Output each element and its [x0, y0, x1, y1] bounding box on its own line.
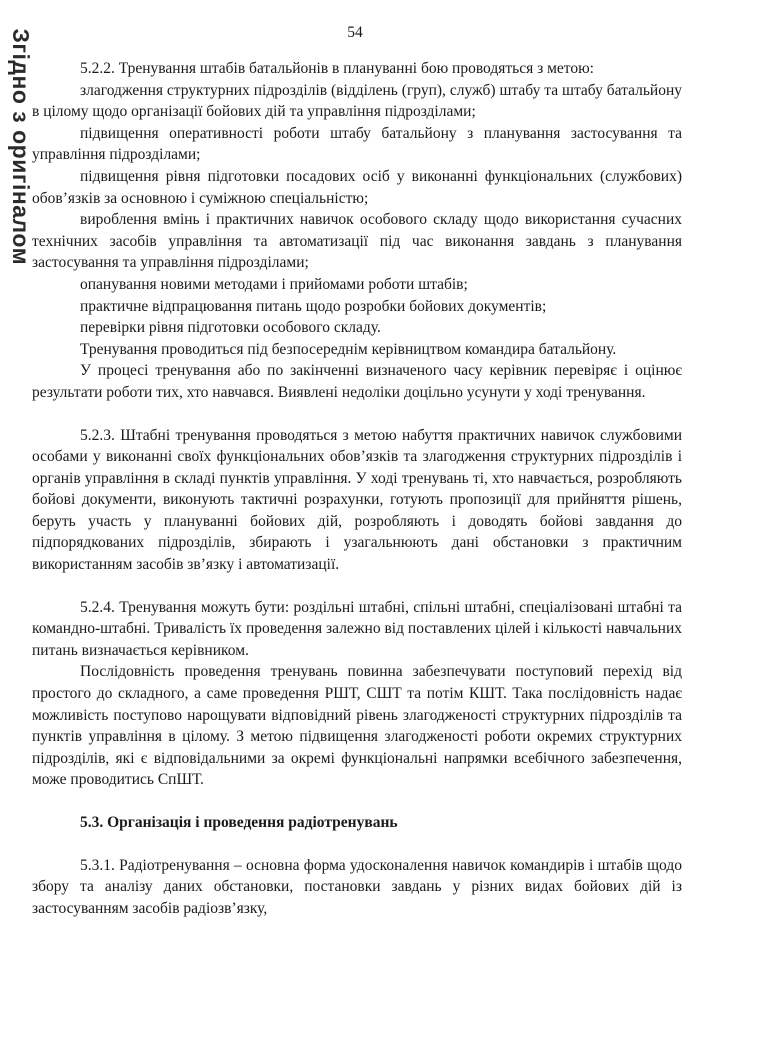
section-523-text: 5.2.3. Штабні тренування проводяться з метою набуття практичних навичок службовими особами у виконанні своїх функціональних обов’язків та злагодження структурних підрозділів і органів управління в складі пунктів управління. У ході тренувань ті, хто навчається, розробляють бойові документи, виконують тактичні розрахунки, готують пропозиції для прийняття рішень, беруть участь у плануванні бойових дій, розробляють і доводять бойові завдання до підпорядкованих підрозділів, збирають і узагальнюють дані обстановки з практичним використанням засобів зв’язку і автоматизації.: [32, 426, 682, 574]
section-522-leadership: Тренування проводиться під безпосереднім керівництвом командира батальйону.: [80, 340, 617, 358]
list-item: перевірки рівня підготовки особового складу.: [80, 319, 381, 337]
paragraph-gap: [32, 576, 682, 597]
section-522-process: У процесі тренування або по закінченні визначеного часу керівник перевіряє і оцінює результати роботи тих, хто навчався. Виявлені недоліки доцільно усунути у ході тренування.: [32, 362, 682, 401]
section-53-heading: 5.3. Організація і проведення радіотренувань: [80, 814, 398, 831]
page-number: 54: [347, 24, 363, 41]
section-524-text: 5.2.4. Тренування можуть бути: роздільні штабні, спільні штабні, спеціалізовані штабні та командно-штабні. Тривалість їх проведення залежно від поставлених цілей і кількості навчальних питань визначається керівником.: [32, 598, 682, 659]
paragraph-gap: [32, 404, 682, 425]
list-item: опанування новими методами і прийомами роботи штабів;: [80, 275, 468, 293]
section-524-sequence: Послідовність проведення тренувань повинна забезпечувати поступовий перехід від простого до складного, а саме проведення РШТ, СШТ та потім КШТ. Така послідовність надає можливість поступово нарощувати відповідний рівень злагодженості структурних підрозділів та пунктів управління в цілому. З метою підвищення злагодженості роботи окремих структурних підрозділів, які є відповідальними за окремі функціональні напрямки всебічного забезпечення, може проводитись СпШТ.: [32, 663, 682, 789]
paragraph-gap: [32, 791, 682, 812]
section-531-text: 5.3.1. Радіотренування – основна форма удосконалення навичок командирів і штабів щодо збору та аналізу даних обстановки, постановки завдань у різних видах бойових дій із застосуванням засобів радіозв’язку,: [32, 856, 682, 917]
list-item: злагодження структурних підрозділів (відділень (груп), служб) штабу та штабу батальйону в цілому щодо організації бойових дій та управління підрозділами;: [32, 81, 682, 121]
list-item: вироблення вмінь і практичних навичок особового складу щодо використання сучасних технічних засобів управління та автоматизації під час виконання завдань з планування застосування та управління підрозділами;: [32, 211, 682, 272]
document-body: [32, 58, 682, 919]
list-item: практичне відпрацювання питань щодо розробки бойових документів;: [80, 297, 547, 315]
stamp-text: Згідно з оригіналом: [7, 28, 34, 266]
paragraph-gap: [32, 834, 682, 855]
list-item: підвищення оперативності роботи штабу батальйону з планування застосування та управління підрозділами;: [32, 124, 682, 164]
list-item: підвищення рівня підготовки посадових осіб у виконанні функціональних (службових) обов’язків за основною і суміжною спеціальністю;: [32, 167, 682, 207]
section-522-intro: 5.2.2. Тренування штабів батальйонів в плануванні бою проводяться з метою:: [80, 60, 594, 77]
